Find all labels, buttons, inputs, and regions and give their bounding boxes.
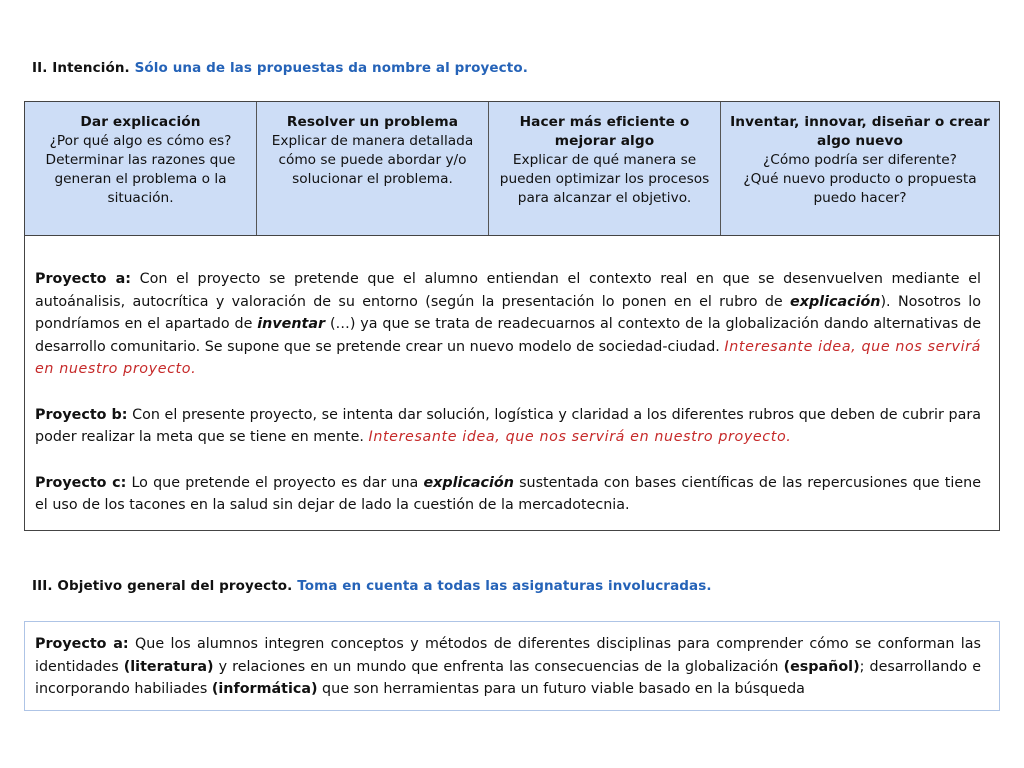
proyecto-label: Proyecto a: (35, 271, 131, 287)
proyecto-a-paragraph: Proyecto a: Con el proyecto se pretende que el alumno entiendan el contexto real en que se desenvuelven mediante el autoánalisis, autocrítica y valoración de su entorno (según la presentación lo ponen en el rubro de explicación). Nosotros lo pondríamos en el apartado de inventar (…) ya que se trata de readecuarnos al contexto de la globalización dando alternativas de desarrollo comunitario. Se supone que se pretende crear un nuevo modelo de sociedad-ciudad. Interesante idea, que nos servirá en nuestro proyecto. (35, 271, 982, 377)
proyecto-c-paragraph: Proyecto c: Lo que pretende el proyecto es dar una explicación sustentada con bases científicas de las repercusiones que tiene el uso de los tacones en la salud sin dejar de lado la cuestión de la mercadotecnia. (35, 474, 981, 513)
option-title: Inventar, innovar, diseñar o crear algo nuevo (730, 114, 990, 149)
objetivo-a-paragraph: Proyecto a: Que los alumnos integren conceptos y métodos de diferentes disciplinas para comprender cómo se conforman las identidades (literatura) y relaciones en un mundo que enfrenta las consecuencias de la globalización (español); desarrollando e incorporando habiliades (informática) que son herramientas para un futuro viable basado en la búsqueda (35, 636, 982, 697)
subject-tag: (informática) (211, 681, 318, 697)
proyecto-label: Proyecto b: (35, 406, 128, 423)
option-line: Determinar las razones que generan el problema o la situación. (45, 152, 236, 206)
proyecto-label: Proyecto c: (35, 474, 127, 491)
intention-options-row (25, 102, 999, 235)
option-solve-problem (257, 102, 489, 235)
section-2-instruction: Sólo una de las propuestas da nombre al proyecto. (134, 60, 528, 76)
reviewer-comment: Interesante idea, que nos servirá en nuestro proyecto. (368, 429, 792, 445)
option-invent (721, 102, 999, 235)
section-3-instruction: Toma en cuenta a todas las asignaturas involucradas. (297, 578, 712, 594)
option-line: ¿Qué nuevo producto o propuesta puedo hacer? (743, 171, 977, 206)
option-title: Hacer más eficiente o mejorar algo (519, 114, 690, 149)
proyecto-b-paragraph: Proyecto b: Con el presente proyecto, se intenta dar solución, logística y claridad a los diferentes rubros que deben de cubrir para poder realizar la meta que se tiene en mente. Interesante idea, que nos servirá en nuestro proyecto. (35, 406, 981, 445)
intention-table (24, 101, 1000, 531)
option-explain (25, 102, 257, 235)
option-line: Explicar de qué manera se pueden optimizar los procesos para alcanzar el objetivo. (499, 152, 710, 206)
reviewer-comment: Interesante idea, que nos servirá en nuestro proyecto. (35, 338, 981, 377)
section-3-title: III. Objetivo general del proyecto. (32, 578, 293, 594)
option-line: Explicar de manera detallada cómo se puede abordar y/o solucionar el problema. (271, 133, 474, 187)
section-2-heading (32, 60, 528, 76)
section-2-title: II. Intención. (32, 60, 130, 76)
subject-tag: (español) (783, 658, 860, 675)
section-3-heading (32, 578, 712, 594)
proyecto-label: Proyecto a: (35, 636, 129, 652)
option-title: Dar explicación (80, 114, 201, 130)
option-title: Resolver un problema (286, 114, 459, 130)
projects-analysis (25, 235, 999, 517)
option-line: ¿Por qué algo es cómo es? (49, 133, 232, 149)
subject-tag: (literatura) (123, 658, 214, 675)
objective-box (24, 621, 1000, 711)
option-improve (489, 102, 721, 235)
option-line: ¿Cómo podría ser diferente? (763, 152, 957, 168)
